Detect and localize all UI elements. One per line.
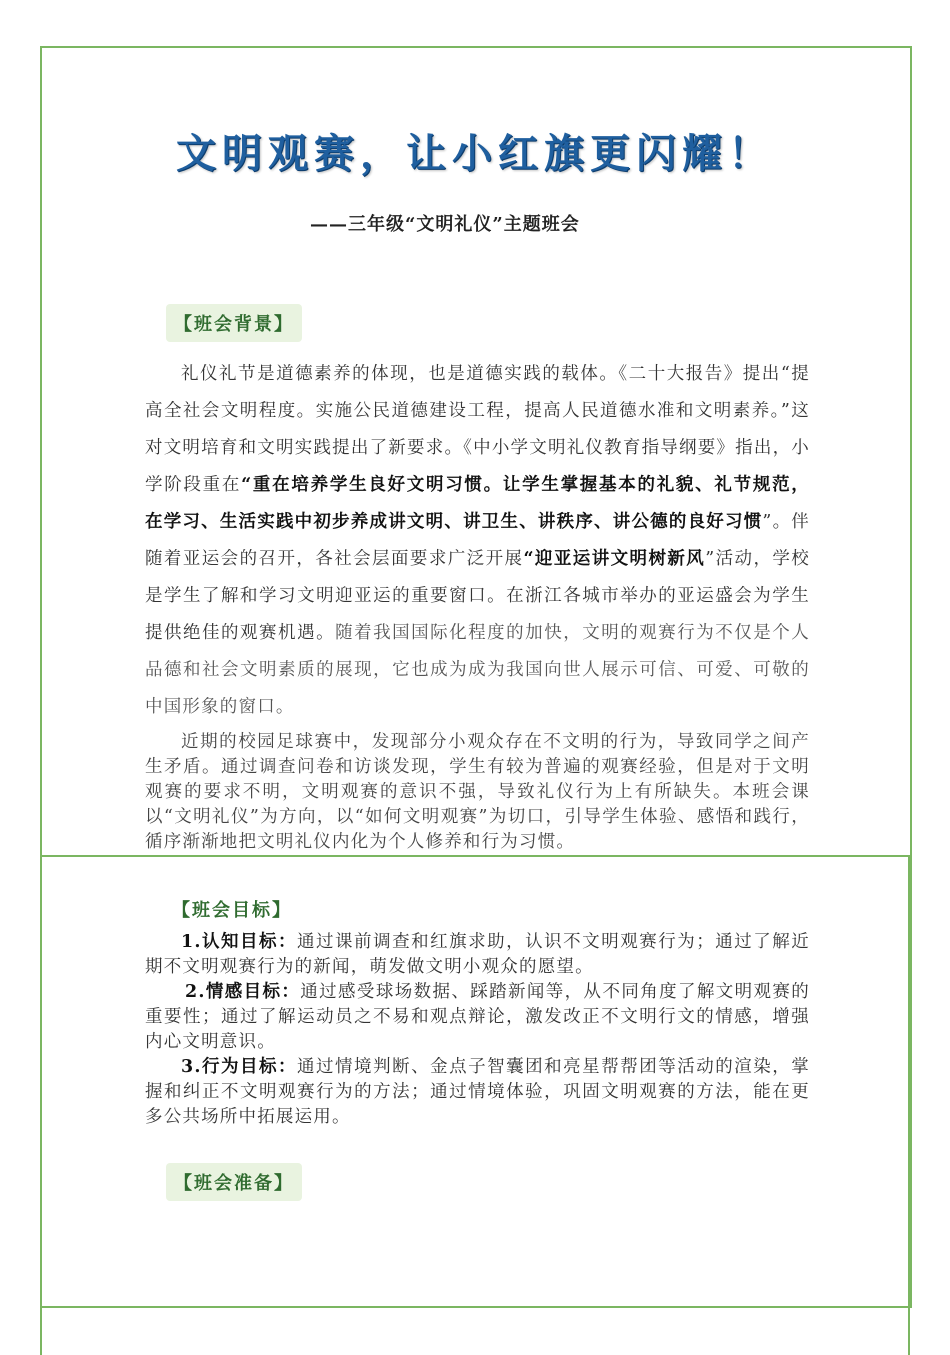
page-subtitle: ——三年级“文明礼仪”主题班会	[310, 214, 580, 235]
section-heading-preparation: 【班会准备】	[166, 1163, 302, 1201]
background-text-1: 礼仪礼节是道德素养的体现，也是道德实践的载体。《二十大报告》提出“提高全社会文明程度。实施公民道德建设工程，提高人民道德水准和文明素养。”这对文明培育和文明实践提出了新要求。《中小学文明礼仪教育指导纲要》指出，小学阶段重在	[145, 364, 810, 495]
section-heading-background: 【班会背景】	[166, 304, 302, 342]
background-paragraph	[145, 356, 810, 726]
goal-item-behavioral	[145, 1055, 810, 1130]
goal-text: 通过情境判断、金点子智囊团和亮星帮帮团等活动的渲染，掌握和纠正不文明观赛行为的方法；通过情境体验，巩固文明观赛的方法，能在更多公共场所中拓展运用。	[145, 1057, 810, 1127]
recent-events-paragraph: 近期的校园足球赛中，发现部分小观众存在不文明的行为，导致同学之间产生矛盾。通过调查问卷和访谈发现，学生有较为普遍的观赛经验，但是对于文明观赛的要求不明，文明观赛的意识不强，导致礼仪行为上有所缺失。本班会课以“文明礼仪”为方向，以“如何文明观赛”为切口，引导学生体验、感悟和践行，循序渐渐地把文明礼仪内化为个人修养和行为习惯。	[145, 732, 810, 852]
goal-lead: 2.情感目标：	[185, 982, 301, 1002]
goal-item-emotional	[145, 980, 810, 1055]
page-title: 文明观赛，让小红旗更闪耀！	[176, 130, 774, 177]
goal-text: 通过课前调查和红旗求助，认识不文明观赛行为；通过了解近期不文明观赛行为的新闻，萌发做文明小观众的愿望。	[145, 932, 810, 977]
background-text-4: 随着我国国际化程度的加快，文明的观赛行为不仅是个人品德和社会文明素质的展现，它也成为成为我国向世人展示可信、可爱、可敬的中国形象的窗口。	[145, 623, 811, 717]
goal-text: 通过感受球场数据、踩踏新闻等，从不同角度了解文明观赛的重要性；通过了解运动员之不易和观点辩论，激发改正不文明行文的情感，增强内心文明意识。	[145, 982, 810, 1052]
background-text-2: ”。伴随着亚运会的召开，各社会层面要求广泛开展	[145, 512, 810, 569]
background-emphasis-1: “重在培养学生良好文明习惯。让学生掌握基本的礼貌、礼节规范，在学习、生活实践中初步养成讲文明、讲卫生、讲秩序、讲公德的良好习惯	[145, 475, 810, 532]
section-heading-goals: 【班会目标】	[172, 900, 292, 921]
background-emphasis-2: “迎亚运讲文明树新风	[523, 549, 706, 569]
background-text-3: ”活动，学校是学生了解和学习文明迎亚运的重要窗口。在浙江各城市举办的亚运盛会为学生提供绝佳的观赛机遇。	[145, 549, 810, 643]
goal-item-cognitive	[145, 930, 810, 980]
goal-lead: 3.行为目标：	[181, 1057, 298, 1077]
goal-lead: 1.认知目标：	[181, 932, 298, 952]
